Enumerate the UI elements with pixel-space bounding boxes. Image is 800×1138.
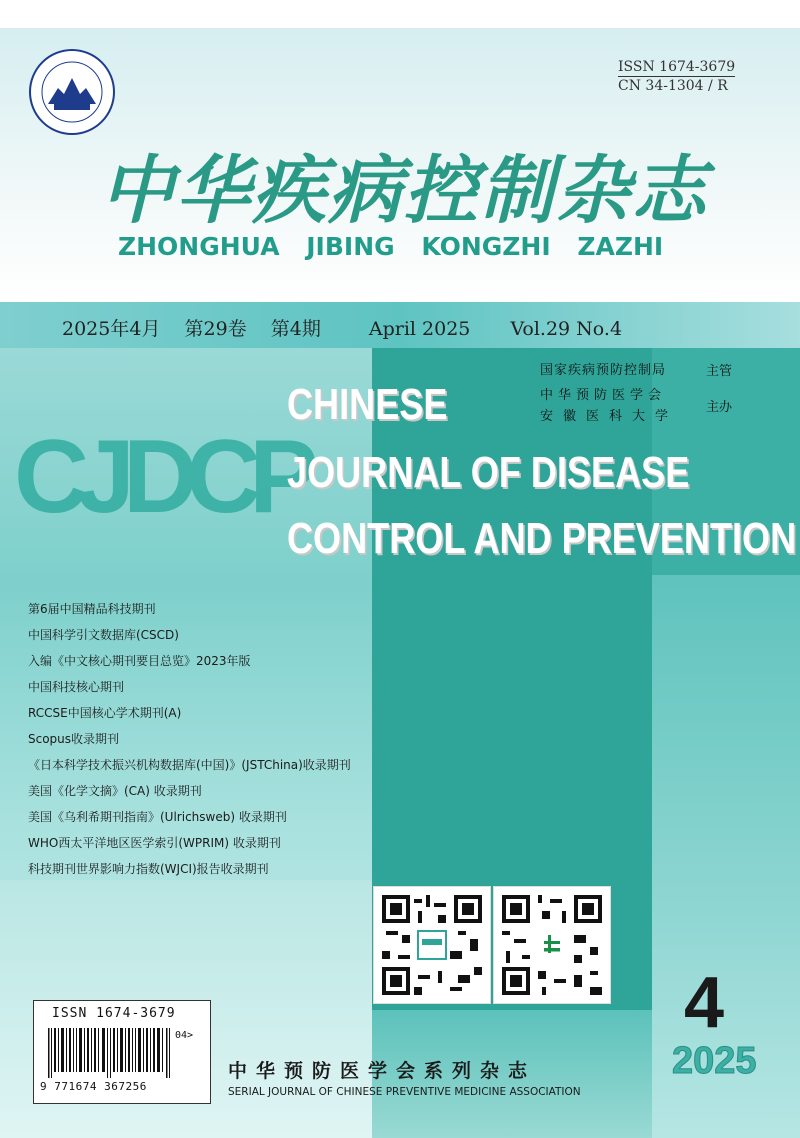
journal-title-cn: 中华疾病控制杂志 — [100, 148, 708, 234]
issue-info — [62, 314, 640, 341]
barcode-icon — [48, 1028, 172, 1078]
indexing-list — [28, 596, 351, 882]
barcode-suffix: 04> — [175, 1030, 194, 1041]
list-item: 中国科学引文数据库(CSCD) — [28, 628, 179, 642]
issue-number-cn: 第4期 — [270, 318, 321, 340]
list-item: RCCSE中国核心学术期刊(A) — [28, 706, 182, 720]
list-item: 科技期刊世界影响力指数(WJCI)报告收录期刊 — [28, 862, 269, 876]
series-title-cn: 中华预防医学会系列杂志 — [228, 1060, 537, 1082]
association-logo — [28, 48, 116, 136]
list-item: 美国《乌利希期刊指南》(Ulrichsweb) 收录期刊 — [28, 810, 287, 824]
list-item: WHO西太平洋地区医学索引(WPRIM) 收录期刊 — [28, 836, 281, 850]
issue-volume-en: Vol.29 No.4 — [510, 318, 623, 340]
cn-number: CN 34-1304 / R — [618, 78, 728, 94]
issn-cn-block — [618, 58, 735, 95]
sponsor-role: 主办 — [706, 400, 733, 415]
list-item: 入编《中文核心期刊要目总览》2023年版 — [28, 654, 251, 668]
issue-year: 2025 — [672, 1040, 757, 1082]
sponsor-org: 安徽医科大学 — [540, 409, 679, 424]
issue-date-cn: 2025年4月 — [62, 318, 161, 340]
list-item: 第6届中国精品科技期刊 — [28, 602, 156, 616]
journal-title-en-line1: CHINESE — [287, 380, 448, 429]
journal-title-en-line2: JOURNAL OF DISEASE — [287, 448, 690, 497]
issue-date-en: April 2025 — [368, 318, 471, 340]
journal-title-pinyin: ZHONGHUA JIBING KONGZHI ZAZHI — [118, 232, 664, 261]
sponsor-role: 主管 — [706, 364, 733, 379]
qr-code-icon — [502, 895, 602, 995]
list-item: 中国科技核心期刊 — [28, 680, 125, 694]
top-margin — [0, 0, 800, 28]
series-title-en: SERIAL JOURNAL OF CHINESE PREVENTIVE MEDICINE ASSOCIATION — [228, 1086, 581, 1098]
qr-code-icon — [382, 895, 482, 995]
qr-code-post[interactable] — [493, 886, 611, 1004]
sponsor-org: 国家疾病预防控制局 — [540, 363, 667, 378]
sponsor-list — [540, 360, 678, 427]
list-item: 美国《化学文摘》(CA) 收录期刊 — [28, 784, 202, 798]
journal-title-en-line3: CONTROL AND PREVENTION — [287, 514, 797, 563]
issue-number: 4 — [684, 963, 725, 1043]
sponsor-org: 中华预防医学会 — [540, 388, 667, 403]
list-item: Scopus收录期刊 — [28, 732, 120, 746]
issue-volume-cn: 第29卷 — [184, 318, 247, 340]
list-item: 《日本科学技术振兴机构数据库(中国)》(JSTChina)收录期刊 — [28, 758, 351, 772]
issn-top: ISSN 1674-3679 — [618, 59, 736, 75]
journal-abbreviation: CJDCP — [14, 419, 307, 535]
barcode-issn: ISSN 1674-3679 — [52, 1006, 176, 1021]
qr-code-wechat[interactable] — [373, 886, 491, 1004]
barcode-digits: 9 771674 367256 — [40, 1080, 147, 1093]
